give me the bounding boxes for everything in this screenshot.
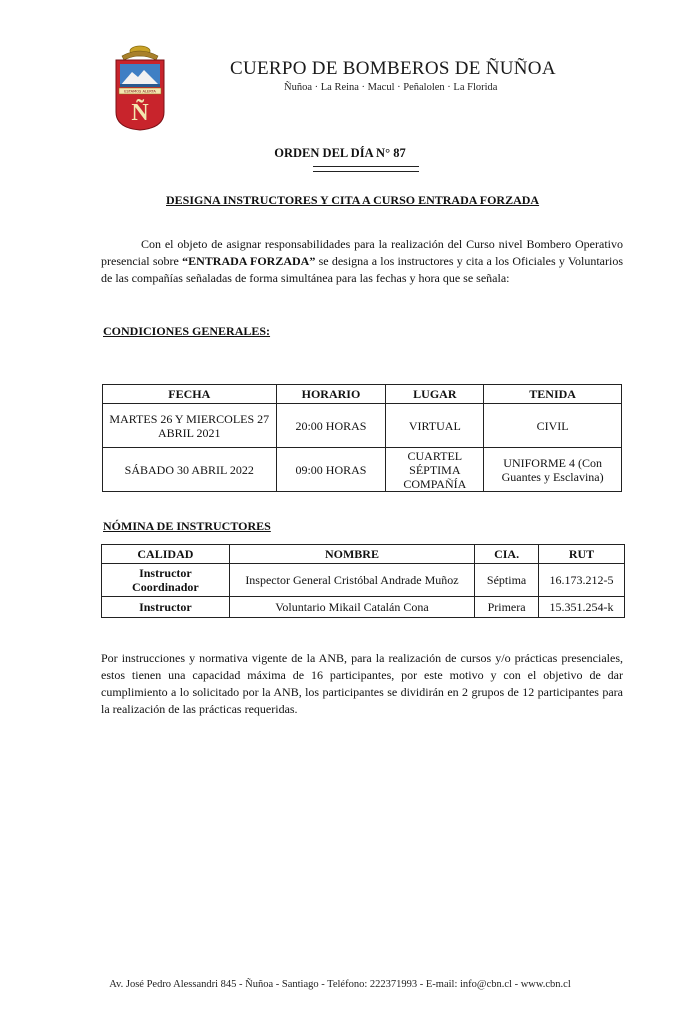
table-row <box>103 448 622 492</box>
cell-fecha: SÁBADO 30 ABRIL 2022 <box>103 448 277 492</box>
header-tenida: TENIDA <box>484 385 622 404</box>
header-cia: CIA. <box>475 545 539 564</box>
cell-tenida: UNIFORME 4 (Con Guantes y Esclavina) <box>484 448 622 492</box>
header-fecha: FECHA <box>103 385 277 404</box>
table-row <box>103 404 622 448</box>
general-conditions-table <box>102 384 622 492</box>
cell-calidad: Instructor <box>102 597 230 618</box>
cell-horario: 09:00 HORAS <box>276 448 386 492</box>
cell-lugar: CUARTEL SÉPTIMA COMPAÑÍA <box>386 448 484 492</box>
title-double-rule <box>313 166 419 172</box>
cell-cia: Séptima <box>475 564 539 597</box>
instructors-table <box>101 544 625 618</box>
intro-course-name: “ENTRADA FORZADA” <box>182 254 316 268</box>
table-header-row <box>103 385 622 404</box>
cell-fecha: MARTES 26 Y MIERCOLES 27 ABRIL 2021 <box>103 404 277 448</box>
header-horario: HORARIO <box>276 385 386 404</box>
cell-tenida: CIVIL <box>484 404 622 448</box>
table-row <box>102 597 625 618</box>
table-row <box>102 564 625 597</box>
cell-nombre: Voluntario Mikail Catalán Cona <box>229 597 474 618</box>
footer-contact-line: Av. José Pedro Alessandri 845 - Ñuñoa - Santiago - Teléfono: 222371993 - E-mail: info@cbn.cl - www.cbn.cl <box>109 979 571 990</box>
cell-nombre: Inspector General Cristóbal Andrade Muñoz <box>229 564 474 597</box>
intro-text-end: se designa a los instructores y cita a los Oficiales y Voluntarios de las compañías señaladas de forma simultánea para las fechas y hora que se señala: <box>101 254 623 285</box>
intro-text-start: Con el objeto de asignar responsabilidades para la realización del Curso nivel Bombero Operativo presencial sobre <box>101 237 623 268</box>
table-header-row <box>102 545 625 564</box>
closing-paragraph: Por instrucciones y normativa vigente de la ANB, para la realización de cursos y/o prácticas presenciales, estos tienen una capacidad máxima de 16 participantes, por este motivo y con el objetivo de dar cumplimiento a lo solicitado por la ANB, los participantes se dividirán en 2 grupos de 12 participantes para la realización de las prácticas requeridas. <box>101 651 623 716</box>
cell-calidad: Instructor Coordinador <box>102 564 230 597</box>
organization-name: CUERPO DE BOMBEROS DE ÑUÑOA <box>230 58 556 79</box>
header-calidad: CALIDAD <box>102 545 230 564</box>
cell-rut: 15.351.254-k <box>539 597 625 618</box>
header-nombre: NOMBRE <box>229 545 474 564</box>
organization-communes: Ñuñoa · La Reina · Macul · Peñalolen · La Florida <box>284 82 498 93</box>
header-lugar: LUGAR <box>386 385 484 404</box>
logo-ribbon-text: ESTAMOS ALERTA <box>124 89 156 94</box>
cell-rut: 16.173.212-5 <box>539 564 625 597</box>
cell-cia: Primera <box>475 597 539 618</box>
header-rut: RUT <box>539 545 625 564</box>
intro-paragraph <box>101 236 623 287</box>
instructors-list-title: NÓMINA DE INSTRUCTORES <box>103 519 271 533</box>
cell-lugar: VIRTUAL <box>386 404 484 448</box>
general-conditions-title: CONDICIONES GENERALES: <box>103 324 271 338</box>
order-subject: DESIGNA INSTRUCTORES Y CITA A CURSO ENTRADA FORZADA <box>166 193 540 207</box>
fire-department-crest-logo <box>110 44 170 132</box>
order-title: ORDEN DEL DÍA N° 87 <box>274 146 406 160</box>
logo-letter: Ñ <box>131 100 149 126</box>
cell-horario: 20:00 HORAS <box>276 404 386 448</box>
